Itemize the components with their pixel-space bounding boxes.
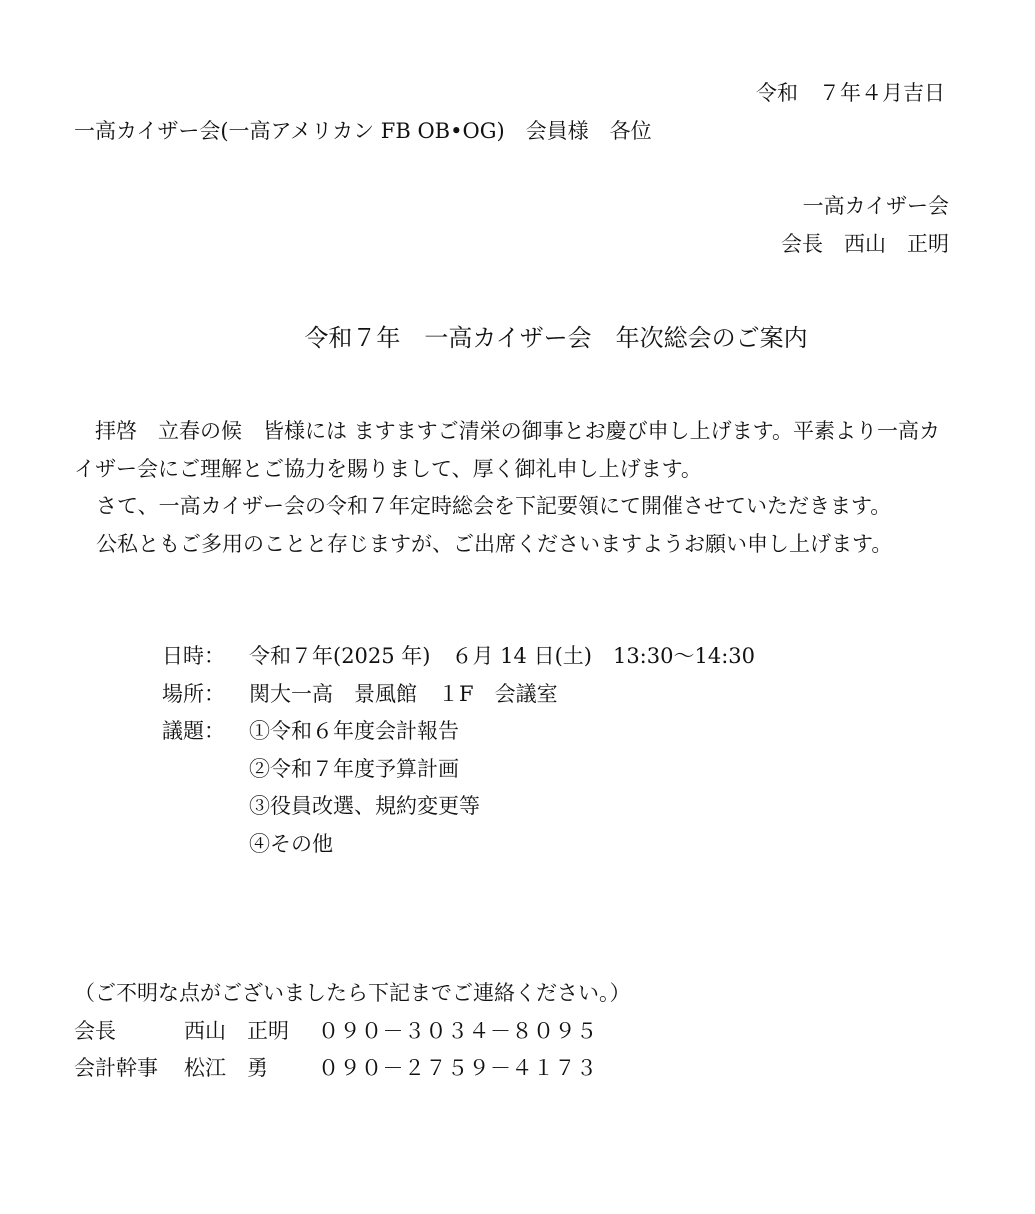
document-title: 令和７年 一高カイザー会 年次総会のご案内: [304, 324, 808, 352]
datetime-value: 令和７年(2025 年) ６月 14 日(土) 13:30～14:30: [249, 644, 755, 668]
contact-phone: ０９０－２７５９－４１７３: [318, 1056, 598, 1080]
agenda-item: ③役員改選、規約変更等: [249, 794, 480, 818]
place-label: 場所：: [162, 682, 225, 706]
contact-phone: ０９０－３０３４－８０９５: [318, 1019, 598, 1043]
issue-date: 令和 ７年４月吉日: [756, 81, 945, 105]
contact-name: 西山 正明: [184, 1019, 289, 1043]
greeting-paragraph: 拝啓 立春の候 皆様には ますますご清栄の御事とお慶び申し上げます。平素より一高カイザー会にご理解とご協力を賜りまして、厚く御礼申し上げます。: [74, 419, 940, 481]
contact-note: （ご不明な点がございましたら下記までご連絡ください。）: [74, 981, 631, 1005]
agenda-item: ②令和７年度予算計画: [249, 757, 459, 781]
agenda-item: ①令和６年度会計報告: [249, 719, 459, 743]
contact-role: 会長: [74, 1019, 116, 1043]
request-paragraph: 公私ともご多用のことと存じますが、ご出席くださいますようお願い申し上げます。: [96, 532, 893, 556]
place-value: 関大一高 景風館 １F 会議室: [249, 682, 558, 706]
announcement-paragraph: さて、一高カイザー会の令和７年定時総会を下記要領にて開催させていただきます。: [96, 494, 892, 518]
contact-name: 松江 勇: [184, 1056, 268, 1080]
contact-role: 会計幹事: [74, 1056, 158, 1080]
sender-organization: 一高カイザー会: [802, 194, 949, 218]
agenda-label: 議題：: [162, 719, 225, 743]
datetime-label: 日時：: [162, 644, 225, 668]
addressee: 一高カイザー会(一高アメリカン FB OB•OG) 会員様 各位: [74, 119, 652, 143]
sender-president: 会長 西山 正明: [781, 232, 949, 256]
agenda-item: ④その他: [249, 832, 333, 856]
